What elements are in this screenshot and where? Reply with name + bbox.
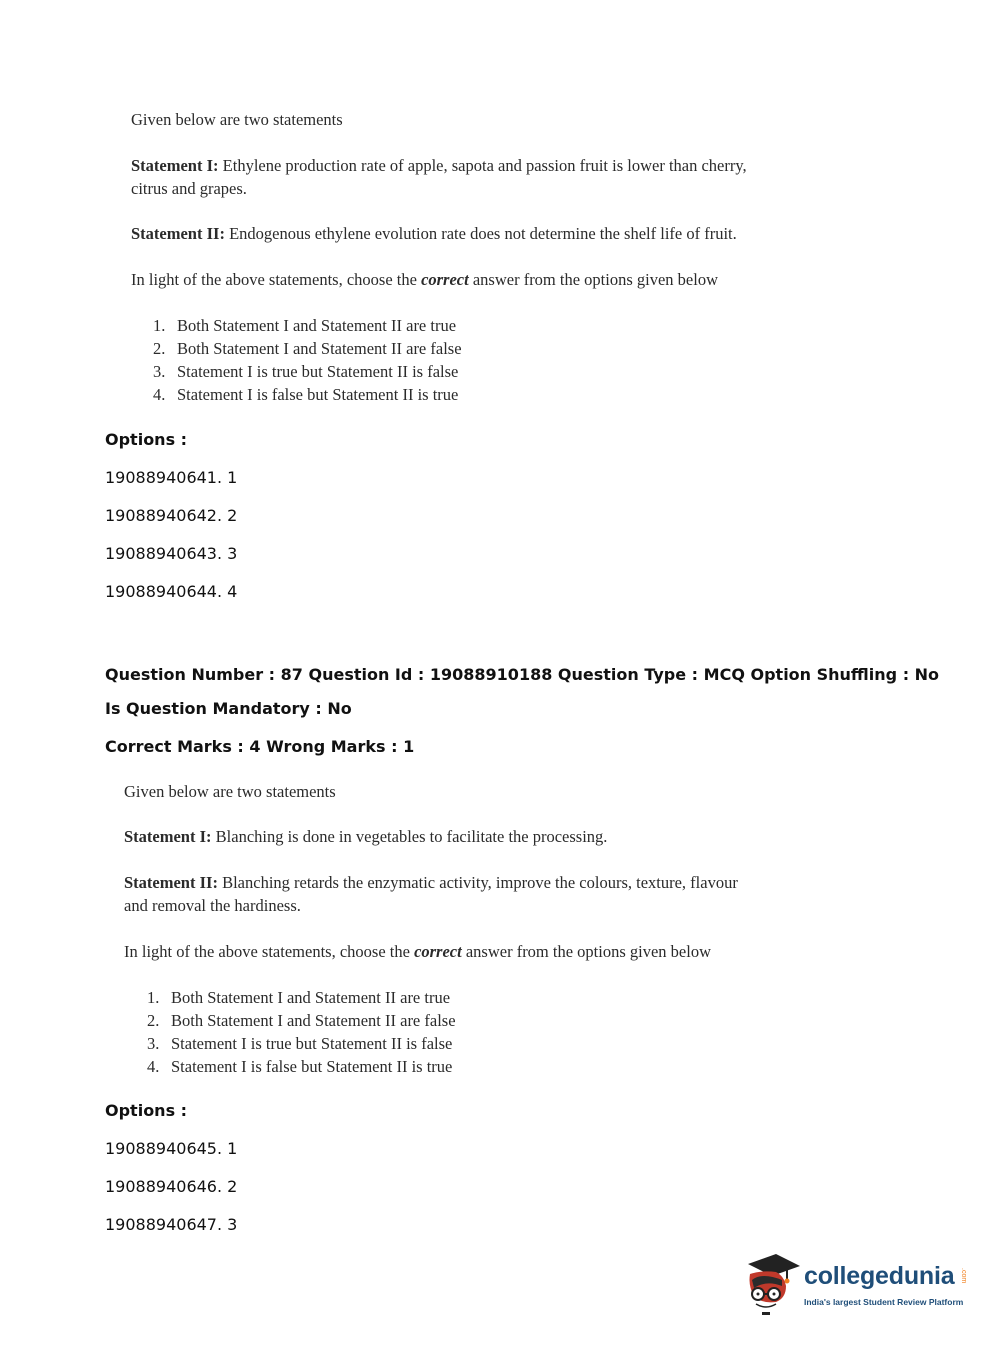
q1-option-3: 19088940643. 3 xyxy=(105,544,238,563)
list-item xyxy=(153,337,462,360)
list-number: 4. xyxy=(147,1057,160,1076)
list-item xyxy=(153,383,462,406)
list-text: Statement I is true but Statement II is false xyxy=(177,362,459,381)
list-number: 1. xyxy=(147,988,160,1007)
list-item xyxy=(147,986,456,1009)
q2-mandatory: Is Question Mandatory : No xyxy=(105,699,352,718)
list-text: Both Statement I and Statement II are true xyxy=(177,316,457,335)
q2-option-1: 19088940645. 1 xyxy=(105,1139,238,1158)
q1-statement-1-label: Statement I: xyxy=(131,156,219,175)
q1-instruction-pre: In light of the above statements, choose the xyxy=(131,270,422,289)
list-number: 1. xyxy=(153,316,166,335)
q2-statement-1-text: Blanching is done in vegetables to facilitate the processing. xyxy=(211,827,608,846)
collegedunia-logo[interactable] xyxy=(742,1250,972,1322)
q1-option-4: 19088940644. 4 xyxy=(105,582,238,601)
q1-statement-2-text: Endogenous ethylene evolution rate does not determine the shelf life of fruit. xyxy=(224,224,737,243)
list-text: Both Statement I and Statement II are false xyxy=(177,339,462,358)
list-number: 2. xyxy=(147,1011,160,1030)
q1-statement-2 xyxy=(131,222,737,245)
q2-instruction-emphasis: correct xyxy=(414,942,462,961)
list-item xyxy=(147,1055,456,1078)
list-item xyxy=(153,360,462,383)
logo-wordmark: collegedunia xyxy=(804,1262,955,1290)
list-number: 3. xyxy=(147,1034,160,1053)
list-number: 3. xyxy=(153,362,166,381)
q1-options-heading: Options : xyxy=(105,430,188,449)
q2-option-2: 19088940646. 2 xyxy=(105,1177,238,1196)
logo-tagline: India's largest Student Review Platform xyxy=(804,1297,964,1307)
list-text: Both Statement I and Statement II are false xyxy=(171,1011,456,1030)
q1-instruction xyxy=(131,268,718,291)
q2-meta-line: Question Number : 87 Question Id : 19088910188 Question Type : MCQ Option Shuffling : No xyxy=(105,665,940,684)
q1-option-1: 19088940641. 1 xyxy=(105,468,238,487)
q2-instruction xyxy=(124,940,711,963)
list-text: Both Statement I and Statement II are true xyxy=(171,988,451,1007)
q2-answer-list xyxy=(147,986,456,1078)
list-text: Statement I is false but Statement II is true xyxy=(171,1057,453,1076)
q2-statement-1 xyxy=(124,825,607,848)
logo-com: .com xyxy=(960,1268,967,1284)
list-text: Statement I is false but Statement II is true xyxy=(177,385,459,404)
q2-intro: Given below are two statements xyxy=(124,782,336,801)
q2-instruction-post: answer from the options given below xyxy=(461,942,711,961)
list-item xyxy=(153,314,462,337)
list-number: 4. xyxy=(153,385,166,404)
student-mascot-icon xyxy=(742,1250,802,1322)
list-item xyxy=(147,1009,456,1032)
list-number: 2. xyxy=(153,339,166,358)
q1-answer-list xyxy=(153,314,462,406)
q2-marks: Correct Marks : 4 Wrong Marks : 1 xyxy=(105,737,415,756)
list-text: Statement I is true but Statement II is false xyxy=(171,1034,453,1053)
q2-statement-2-label: Statement II: xyxy=(124,873,218,892)
list-item xyxy=(147,1032,456,1055)
q2-options-heading: Options : xyxy=(105,1101,188,1120)
q2-statement-1-label: Statement I: xyxy=(124,827,212,846)
q2-statement-2 xyxy=(124,871,744,917)
q1-instruction-post: answer from the options given below xyxy=(468,270,718,289)
q1-instruction-emphasis: correct xyxy=(421,270,469,289)
q2-statement-2-text-cont: and removal the hardiness. xyxy=(124,896,301,915)
q2-option-3: 19088940647. 3 xyxy=(105,1215,238,1234)
q1-option-2: 19088940642. 2 xyxy=(105,506,238,525)
q1-statement-1 xyxy=(131,154,751,200)
q1-statement-1-text-cont: citrus and grapes. xyxy=(131,179,247,198)
q1-intro: Given below are two statements xyxy=(131,110,343,129)
q2-instruction-pre: In light of the above statements, choose the xyxy=(124,942,415,961)
q1-statement-1-text: Ethylene production rate of apple, sapota and passion fruit is lower than cherry, xyxy=(218,156,747,175)
q2-statement-2-text: Blanching retards the enzymatic activity, improve the colours, texture, flavour xyxy=(217,873,738,892)
q1-statement-2-label: Statement II: xyxy=(131,224,225,243)
